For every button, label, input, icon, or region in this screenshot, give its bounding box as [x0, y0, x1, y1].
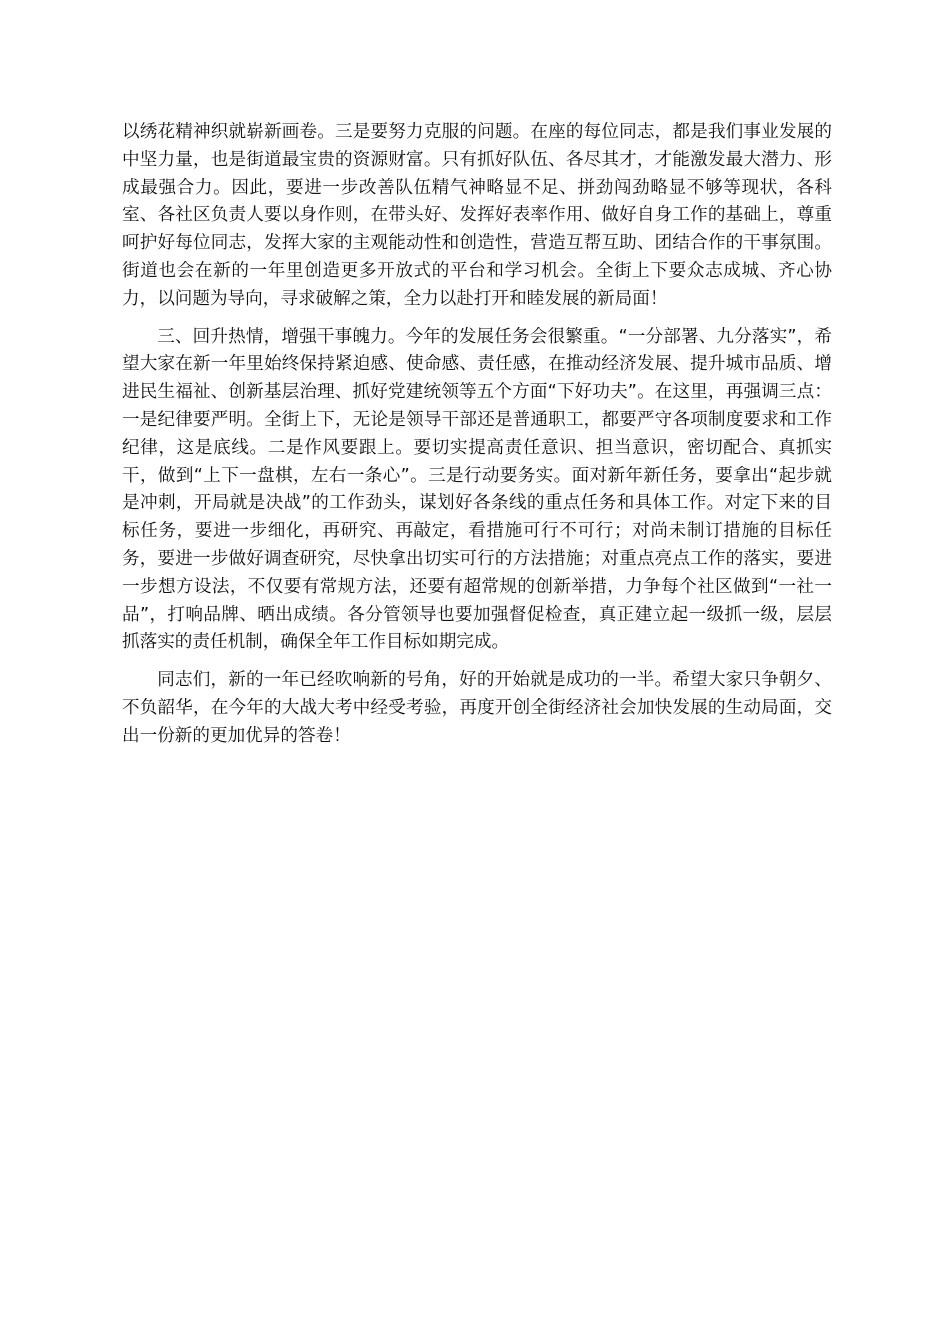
paragraph-2: 三、回升热情，增强干事魄力。今年的发展任务会很繁重。“一分部署、九分落实”，希望大家在新一年里始终保持紧迫感、使命感、责任感，在推动经济发展、提升城市品质、增进民生福祉、创新基层治理、抓好党建统领等五个方面“下好功夫”。在这里，再强调三点：一是纪律要严明。全街上下，无论是领导干部还是普通职工，都要严守各项制度要求和工作纪律，这是底线。二是作风要跟上。要切实提高责任意识、担当意识，密切配合、真抓实干，做到“上下一盘棋，左右一条心”。三是行动要务实。面对新年新任务，要拿出“起步就是冲刺，开局就是决战”的工作劲头，谋划好各条线的重点任务和具体工作。对定下来的目标任务，要进一步细化，再研究、再敲定，看措施可行不可行；对尚未制订措施的目标任务，要进一步做好调查研究，尽快拿出切实可行的方法措施；对重点亮点工作的落实，要进一步想方设法，不仅要有常规方法，还要有超常规的创新举措，力争每个社区做到“一社一品”，打响品牌、晒出成绩。各分管领导也要加强督促检查，真正建立起一级抓一级，层层抓落实的责任机制，确保全年工作目标如期完成。	[122, 326, 832, 653]
paragraph-1: 以绣花精神织就崭新画卷。三是要努力克服的问题。在座的每位同志，都是我们事业发展的中坚力量，也是街道最宝贵的资源财富。只有抓好队伍、各尽其才，才能激发最大潜力、形成最强合力。因此，要进一步改善队伍精气神略显不足、拼劲闯劲略显不够等现状，各科室、各社区负责人要以身作则，在带头好、发挥好表率作用、做好自身工作的基础上，尊重呵护好每位同志，发挥大家的主观能动性和创造性，营造互帮互助、团结合作的干事氛围。街道也会在新的一年里创造更多开放式的平台和学习机会。全街上下要众志成城、齐心协力，以问题为导向，寻求破解之策，全力以赴打开和睦发展的新局面！	[122, 122, 832, 309]
document-body	[122, 119, 832, 751]
paragraph-3: 同志们，新的一年已经吹响新的号角，好的开始就是成功的一半。希望大家只争朝夕、不负韶华，在今年的大战大考中经受考验，再度开创全街经济社会加快发展的生动局面，交出一份新的更加优异的答卷！	[122, 670, 832, 746]
